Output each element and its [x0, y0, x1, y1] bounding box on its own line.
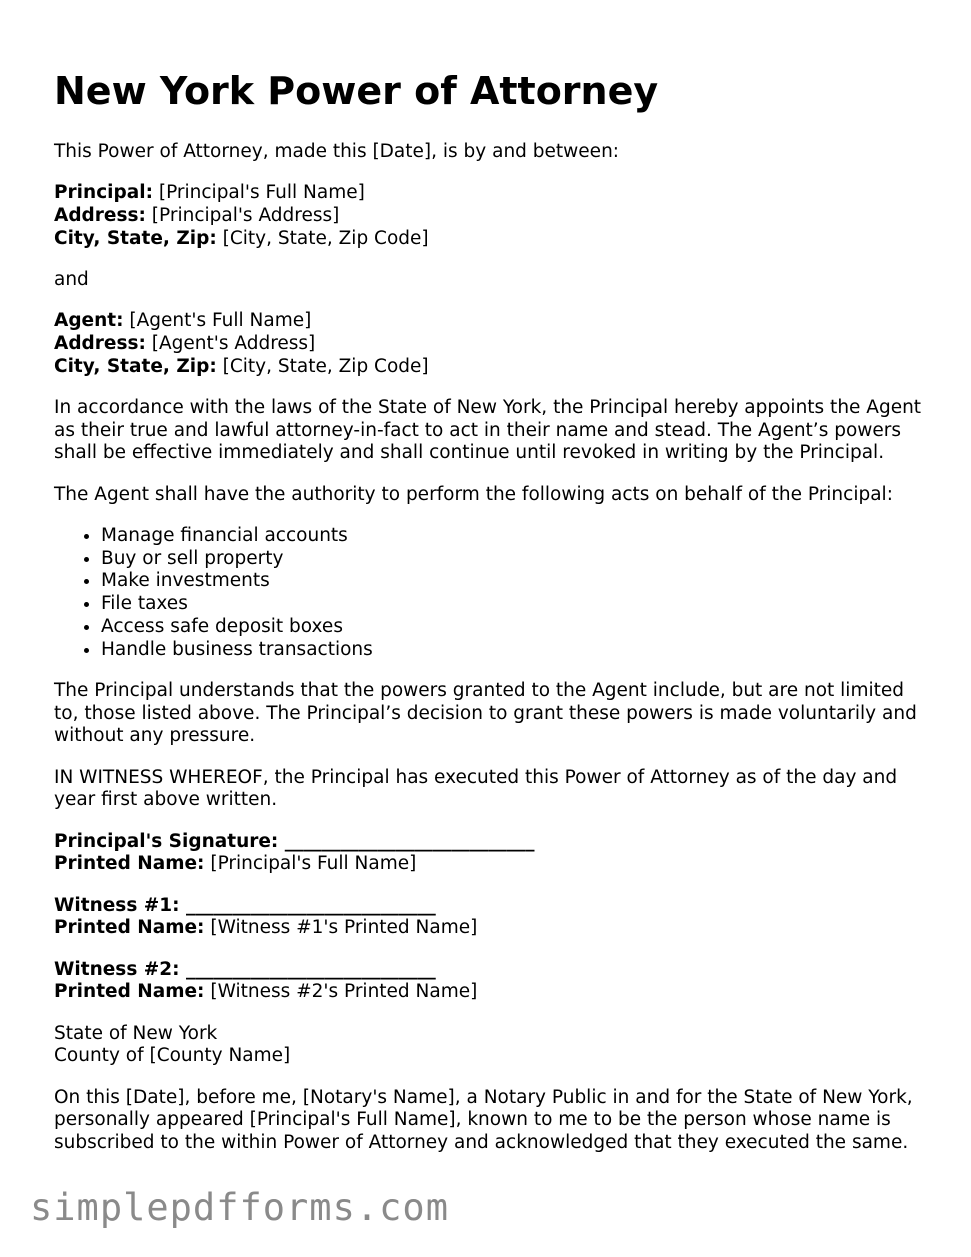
- document-title: New York Power of Attorney: [54, 69, 659, 113]
- notary-acknowledgment: On this [Date], before me, [Notary's Name], a Notary Public in and for the State of New York, personally appeared [Principal's Full Name], known to me to be the person whose name is subscribed to the within Power of Attorney and acknowledged that they executed the same.: [54, 1086, 913, 1153]
- agent-name-line: [54, 310, 934, 333]
- intro-paragraph: This Power of Attorney, made this [Date], is by and between:: [54, 141, 620, 162]
- authority-intro: The Agent shall have the authority to perform the following acts on behalf of the Principal:: [54, 483, 893, 505]
- principal-printed-value: [Principal's Full Name]: [210, 853, 417, 875]
- principal-printed-line: [54, 853, 934, 876]
- principal-block: [54, 182, 934, 250]
- agent-name-value: [Agent's Full Name]: [129, 310, 312, 332]
- agent-block: [54, 310, 934, 378]
- agent-address-label: Address:: [54, 333, 146, 354]
- witness2-signature-block: [54, 959, 934, 1004]
- understanding-paragraph: The Principal understands that the powers granted to the Agent include, but are not limited to, those listed above. The Principal’s decision to grant these powers is made voluntarily and without any pressure.: [54, 679, 917, 747]
- appointment-paragraph: In accordance with the laws of the State of New York, the Principal hereby appoints the Agent as their true and lawful attorney-in-fact to act in their name and stead. The Agent’s powers shall be effective immediately and shall continue until revoked in writing by the Principal.: [54, 397, 922, 464]
- agent-city-label: City, State, Zip:: [54, 355, 217, 377]
- notary-venue: [54, 1023, 934, 1068]
- principal-city-line: [54, 228, 934, 251]
- and-text: and: [54, 269, 89, 290]
- list-item: • Manage financial accounts: [101, 525, 934, 548]
- principal-signature-line: Principal's Signature: ___________________________: [54, 830, 535, 852]
- document-body: [54, 141, 934, 1173]
- principal-address-line: [54, 205, 934, 228]
- agent-address-value: [Agent's Address]: [151, 333, 316, 354]
- principal-address-value: [Principal's Address]: [151, 205, 340, 226]
- principal-city-value: [City, State, Zip Code]: [222, 227, 429, 249]
- principal-city-label: City, State, Zip:: [54, 227, 217, 249]
- agent-name-label: Agent:: [54, 310, 124, 332]
- witness2-signature-line: Witness #2: ___________________________: [54, 958, 436, 980]
- witness2-printed-line: [54, 981, 934, 1004]
- notary-state: State of New York: [54, 1022, 218, 1044]
- list-item: • Buy or sell property: [101, 548, 934, 571]
- witness2-printed-value: [Witness #2's Printed Name]: [210, 981, 478, 1003]
- list-item: • Access safe deposit boxes: [101, 616, 934, 639]
- watermark: simplepdfforms.com: [30, 1186, 449, 1229]
- list-item: • File taxes: [101, 593, 934, 616]
- principal-address-label: Address:: [54, 205, 146, 226]
- powers-list: [54, 525, 934, 661]
- principal-signature-block: [54, 831, 934, 876]
- agent-city-value: [City, State, Zip Code]: [222, 355, 429, 377]
- witness1-printed-label: Printed Name:: [54, 917, 205, 939]
- witness2-printed-label: Printed Name:: [54, 981, 205, 1003]
- witness1-printed-value: [Witness #1's Printed Name]: [210, 917, 478, 939]
- witness1-signature-block: [54, 895, 934, 940]
- witness1-signature-line: Witness #1: ___________________________: [54, 894, 436, 916]
- principal-printed-label: Printed Name:: [54, 853, 205, 875]
- witness1-printed-line: [54, 917, 934, 940]
- notary-county: County of [County Name]: [54, 1045, 291, 1067]
- witness-clause: IN WITNESS WHEREOF, the Principal has executed this Power of Attorney as of the day and year first above written.: [54, 766, 898, 811]
- principal-name-line: [54, 182, 934, 205]
- list-item: • Handle business transactions: [101, 639, 934, 662]
- list-item: • Make investments: [101, 570, 934, 593]
- principal-name-label: Principal:: [54, 182, 153, 204]
- agent-city-line: [54, 356, 934, 379]
- principal-name-value: [Principal's Full Name]: [158, 182, 365, 204]
- agent-address-line: [54, 333, 934, 356]
